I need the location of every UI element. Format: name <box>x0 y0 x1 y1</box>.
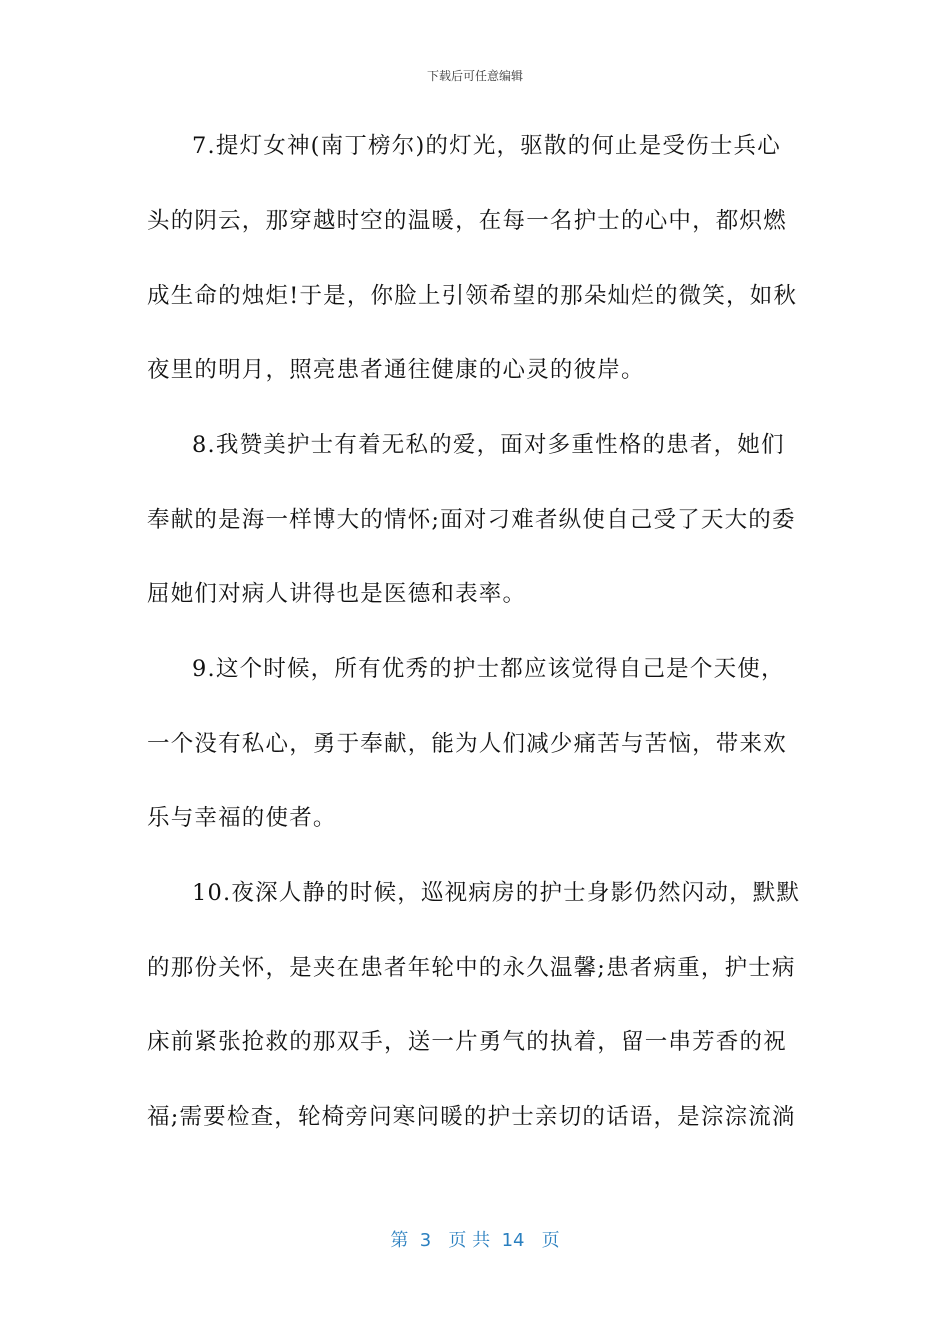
paragraph-9-line-3: 乐与幸福的使者。 <box>147 805 337 831</box>
paragraph-7-line-1: 7.提灯女神(南丁榜尔)的灯光，驱散的何止是受伤士兵心 <box>192 133 781 159</box>
paragraph-9-line-2: 一个没有私心，勇于奉献，能为人们减少痛苦与苦恼，带来欢 <box>147 731 787 757</box>
paragraph-8-line-3: 屈她们对病人讲得也是医德和表率。 <box>147 581 527 607</box>
paragraph-10-line-3: 床前紧张抢救的那双手，送一片勇气的执着，留一串芳香的祝 <box>147 1029 787 1055</box>
header-note: 下载后可任意编辑 <box>426 69 523 83</box>
paragraph-8-line-1: 8.我赞美护士有着无私的爱，面对多重性格的患者，她们 <box>192 432 785 458</box>
paragraph-9-line-1: 9.这个时候，所有优秀的护士都应该觉得自己是个天使， <box>192 656 785 682</box>
paragraph-8-line-2: 奉献的是海一样博大的情怀;面对刁难者纵使自己受了天大的委 <box>147 507 796 533</box>
paragraph-10-line-1: 10.夜深人静的时候，巡视病房的护士身影仍然闪动，默默 <box>192 880 801 906</box>
paragraph-7-line-4: 夜里的明月，照亮患者通往健康的心灵的彼岸。 <box>147 357 645 383</box>
paragraph-7-line-2: 头的阴云，那穿越时空的温暖，在每一名护士的心中，都炽燃 <box>147 208 787 234</box>
paragraph-10-line-2: 的那份关怀，是夹在患者年轮中的永久温馨;患者病重，护士病 <box>147 955 796 981</box>
page-number-footer: 第 3 页 共 14 页 <box>390 1230 560 1251</box>
paragraph-10-line-4: 福;需要检查，轮椅旁问寒问暖的护士亲切的话语，是淙淙流淌 <box>147 1104 796 1130</box>
paragraph-7-line-3: 成生命的烛炬!于是，你脸上引领希望的那朵灿烂的微笑，如秋 <box>147 283 798 309</box>
